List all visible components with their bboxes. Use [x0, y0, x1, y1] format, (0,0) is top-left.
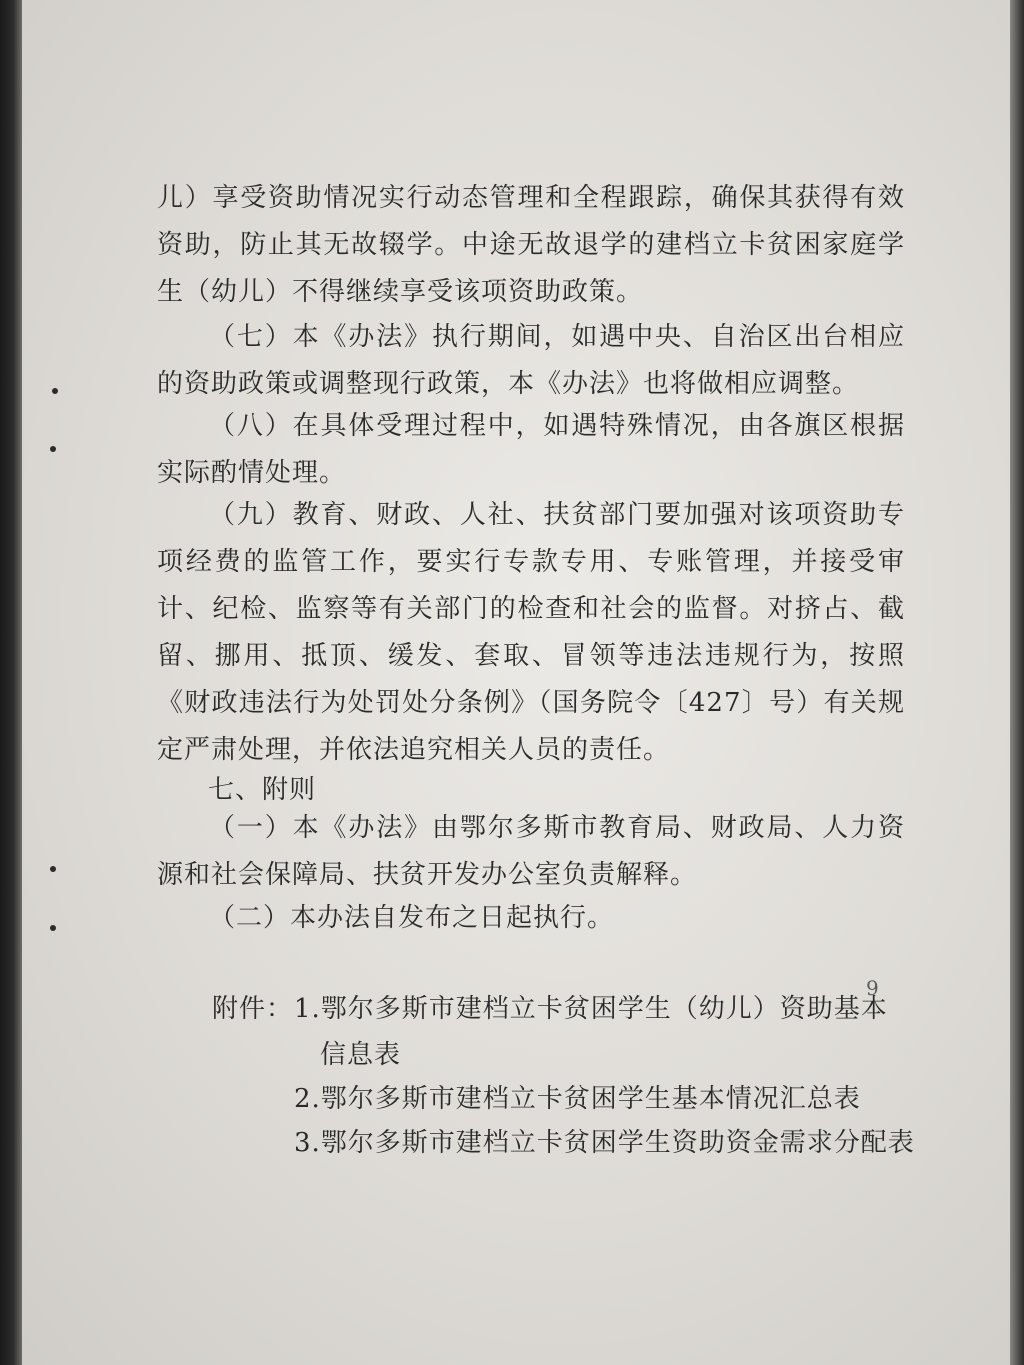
paragraph-appendix-1: （一）本《办法》由鄂尔多斯市教育局、财政局、人力资源和社会保障局、扶贫开发办公室负责解释。: [157, 813, 905, 890]
paragraph-item-7: （七）本《办法》执行期间，如遇中央、自治区出台相应的资助政策或调整现行政策，本《办法》也将做相应调整。: [157, 322, 905, 399]
page-number: 9: [866, 976, 879, 1000]
punch-hole-mark: [50, 446, 56, 452]
punch-hole-mark: [52, 388, 58, 394]
paragraph-appendix-2: （二）本办法自发布之日起执行。: [209, 903, 615, 933]
page-right-shadow: [1010, 0, 1024, 1365]
punch-hole-mark: [50, 866, 56, 872]
attachment-item-1: 1.鄂尔多斯市建档立卡贫困学生（幼儿）资助基本: [294, 994, 888, 1024]
attachment-item-3: 3.鄂尔多斯市建档立卡贫困学生资助资金需求分配表: [294, 1128, 915, 1158]
paragraph-continued: 儿）享受资助情况实行动态管理和全程跟踪，确保其获得有效资助，防止其无故辍学。中途无故退学的建档立卡贫困家庭学生（幼儿）不得继续享受该项资助政策。: [157, 183, 905, 307]
paragraph-item-8: （八）在具体受理过程中，如遇特殊情况，由各旗区根据实际酌情处理。: [157, 411, 905, 488]
paragraph-item-9: （九）教育、财政、人社、扶贫部门要加强对该项资助专项经费的监管工作，要实行专款专用、专账管理，并接受审计、纪检、监察等有关部门的检查和社会的监督。对挤占、截留、挪用、抵顶、缓发、套取、冒领等违法违规行为，按照《财政违法行为处罚处分条例》（国务院令〔427〕号）有关规定严肃处理，并依法追究相关人员的责任。: [157, 500, 905, 765]
attachment-item-1-continued: 信息表: [320, 1040, 402, 1070]
page-left-shadow: [0, 0, 22, 1365]
attachment-item-2: 2.鄂尔多斯市建档立卡贫困学生基本情况汇总表: [294, 1084, 861, 1114]
punch-hole-mark: [50, 925, 56, 931]
section-heading: 七、附则: [208, 775, 317, 805]
attachments-label: 附件：: [212, 994, 294, 1024]
